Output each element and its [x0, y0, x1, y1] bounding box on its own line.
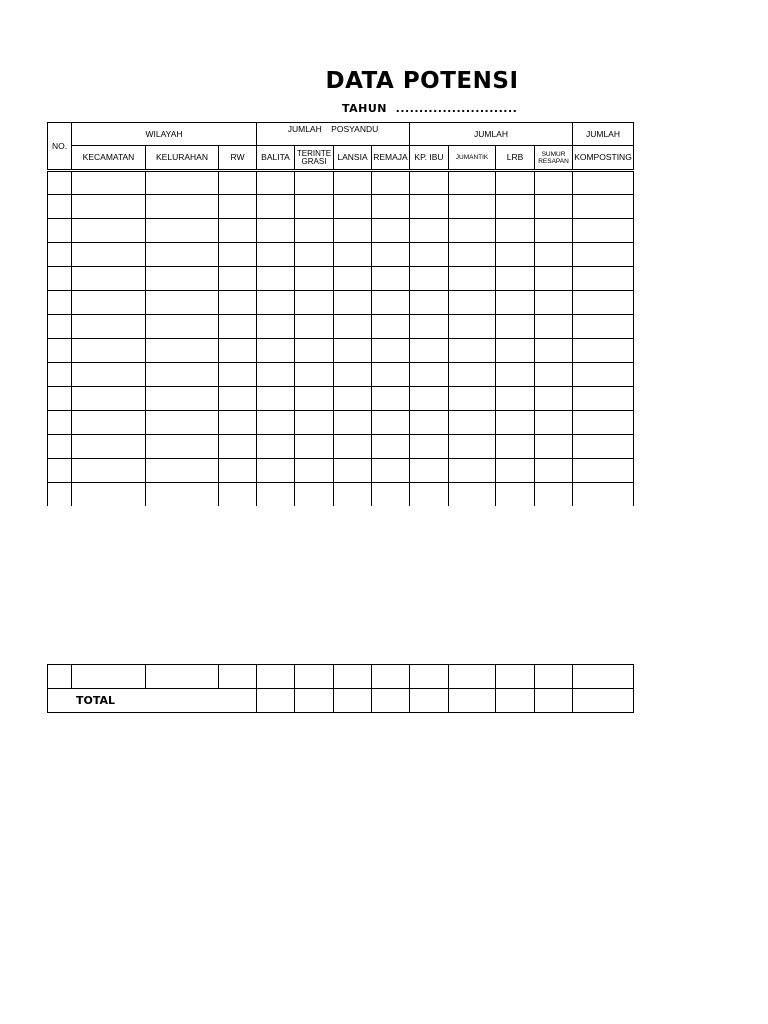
cell[interactable] — [48, 339, 72, 363]
cell[interactable] — [535, 171, 573, 195]
cell[interactable] — [48, 291, 72, 315]
cell[interactable] — [334, 243, 372, 267]
cell[interactable] — [573, 219, 634, 243]
cell[interactable] — [219, 219, 257, 243]
cell[interactable] — [146, 219, 219, 243]
cell[interactable] — [48, 243, 72, 267]
total-cell[interactable] — [410, 689, 449, 713]
cell[interactable] — [372, 483, 410, 506]
cell[interactable] — [295, 411, 334, 435]
cell[interactable] — [72, 387, 146, 411]
cell[interactable] — [257, 387, 295, 411]
cell[interactable] — [334, 665, 372, 689]
table-row — [48, 219, 634, 243]
cell[interactable] — [295, 339, 334, 363]
total-cell[interactable] — [449, 689, 496, 713]
total-cell[interactable] — [295, 689, 334, 713]
cell[interactable] — [410, 459, 449, 483]
cell[interactable] — [410, 195, 449, 219]
cell[interactable] — [219, 243, 257, 267]
cell[interactable] — [573, 195, 634, 219]
cell[interactable] — [146, 411, 219, 435]
cell[interactable] — [535, 435, 573, 459]
cell[interactable] — [295, 315, 334, 339]
cell[interactable] — [449, 665, 496, 689]
total-cell[interactable] — [573, 689, 634, 713]
total-cell[interactable] — [257, 689, 295, 713]
cell[interactable] — [496, 387, 535, 411]
table-row — [48, 339, 634, 363]
cell[interactable] — [449, 195, 496, 219]
total-cell[interactable] — [334, 689, 372, 713]
total-row — [48, 689, 634, 713]
cell[interactable] — [496, 267, 535, 291]
cell[interactable] — [573, 339, 634, 363]
cell[interactable] — [372, 219, 410, 243]
cell[interactable] — [334, 483, 372, 506]
cell[interactable] — [257, 363, 295, 387]
cell[interactable] — [496, 195, 535, 219]
cell[interactable] — [372, 665, 410, 689]
cell[interactable] — [257, 267, 295, 291]
cell[interactable] — [295, 483, 334, 506]
cell[interactable] — [48, 459, 72, 483]
col-rw: RW — [219, 146, 257, 170]
cell[interactable] — [219, 195, 257, 219]
cell[interactable] — [573, 243, 634, 267]
cell[interactable] — [48, 665, 72, 689]
cell[interactable] — [496, 411, 535, 435]
cell[interactable] — [410, 171, 449, 195]
cell[interactable] — [410, 387, 449, 411]
cell[interactable] — [146, 267, 219, 291]
col-terintegrasi — [295, 146, 334, 170]
cell[interactable] — [573, 291, 634, 315]
cell[interactable] — [449, 267, 496, 291]
cell[interactable] — [295, 363, 334, 387]
cell[interactable] — [449, 171, 496, 195]
cell[interactable] — [535, 459, 573, 483]
cell[interactable] — [496, 339, 535, 363]
cell[interactable] — [219, 411, 257, 435]
cell[interactable] — [535, 387, 573, 411]
cell[interactable] — [372, 171, 410, 195]
header-wilayah: WILAYAH — [72, 123, 257, 146]
cell[interactable] — [72, 195, 146, 219]
cell[interactable] — [257, 315, 295, 339]
table-row — [48, 195, 634, 219]
cell[interactable] — [219, 171, 257, 195]
col-kelurahan: KELURAHAN — [146, 146, 219, 170]
cell[interactable] — [535, 483, 573, 506]
cell[interactable] — [48, 387, 72, 411]
cell[interactable] — [146, 435, 219, 459]
cell[interactable] — [410, 267, 449, 291]
col-remaja: REMAJA — [372, 146, 410, 170]
header-jumlah-last: JUMLAH — [573, 123, 634, 146]
cell[interactable] — [372, 411, 410, 435]
cell[interactable] — [334, 315, 372, 339]
table-row — [48, 243, 634, 267]
cell[interactable] — [334, 171, 372, 195]
cell[interactable] — [449, 363, 496, 387]
col-lrb: LRB — [496, 146, 535, 170]
cell[interactable] — [449, 243, 496, 267]
cell[interactable] — [410, 339, 449, 363]
cell[interactable] — [295, 459, 334, 483]
data-table-footer — [47, 664, 634, 713]
cell[interactable] — [372, 267, 410, 291]
cell[interactable] — [449, 315, 496, 339]
cell[interactable] — [257, 195, 295, 219]
cell[interactable] — [449, 435, 496, 459]
cell[interactable] — [573, 459, 634, 483]
cell[interactable] — [449, 387, 496, 411]
cell[interactable] — [146, 291, 219, 315]
cell[interactable] — [535, 665, 573, 689]
cell[interactable] — [573, 267, 634, 291]
table-row — [48, 315, 634, 339]
cell[interactable] — [72, 459, 146, 483]
cell[interactable] — [219, 267, 257, 291]
col-lansia: LANSIA — [334, 146, 372, 170]
cell[interactable] — [72, 315, 146, 339]
cell[interactable] — [48, 411, 72, 435]
cell[interactable] — [449, 483, 496, 506]
cell[interactable] — [72, 435, 146, 459]
table-row — [48, 459, 634, 483]
cell[interactable] — [146, 459, 219, 483]
cell[interactable] — [219, 291, 257, 315]
cell[interactable] — [146, 243, 219, 267]
cell[interactable] — [334, 195, 372, 219]
cell[interactable] — [48, 435, 72, 459]
cell[interactable] — [573, 171, 634, 195]
cell[interactable] — [219, 665, 257, 689]
cell[interactable] — [72, 267, 146, 291]
cell[interactable] — [72, 665, 146, 689]
cell[interactable] — [410, 665, 449, 689]
cell[interactable] — [410, 243, 449, 267]
cell[interactable] — [72, 171, 146, 195]
cell[interactable] — [535, 219, 573, 243]
cell[interactable] — [449, 411, 496, 435]
table-row — [48, 171, 634, 195]
cell[interactable] — [219, 363, 257, 387]
cell[interactable] — [146, 315, 219, 339]
cell[interactable] — [295, 665, 334, 689]
cell[interactable] — [257, 459, 295, 483]
col-sumur-line2: RESAPAN — [538, 157, 569, 165]
cell[interactable] — [72, 483, 146, 506]
cell[interactable] — [535, 291, 573, 315]
cell[interactable] — [496, 171, 535, 195]
cell[interactable] — [496, 243, 535, 267]
cell[interactable] — [449, 291, 496, 315]
col-terintegrasi-line1: TERINTE — [296, 148, 332, 158]
cell[interactable] — [449, 339, 496, 363]
header-table — [47, 122, 634, 170]
cell[interactable] — [48, 171, 72, 195]
col-sumur-resapan — [535, 146, 573, 170]
cell[interactable] — [72, 363, 146, 387]
table-row — [48, 291, 634, 315]
cell[interactable] — [496, 483, 535, 506]
col-sumur-line1: SUMUR — [541, 150, 566, 158]
cell[interactable] — [48, 219, 72, 243]
page-title: DATA POTENSI — [325, 68, 519, 94]
cell[interactable] — [410, 363, 449, 387]
cell[interactable] — [410, 483, 449, 506]
cell[interactable] — [535, 339, 573, 363]
cell[interactable] — [573, 315, 634, 339]
cell[interactable] — [295, 243, 334, 267]
cell[interactable] — [573, 483, 634, 506]
cell[interactable] — [372, 387, 410, 411]
cell[interactable] — [48, 315, 72, 339]
cell[interactable] — [496, 315, 535, 339]
cell[interactable] — [449, 219, 496, 243]
cell[interactable] — [372, 459, 410, 483]
cell[interactable] — [146, 665, 219, 689]
col-komposting: KOMPOSTING — [573, 146, 634, 170]
cell[interactable] — [573, 435, 634, 459]
cell[interactable] — [295, 291, 334, 315]
cell[interactable] — [219, 315, 257, 339]
cell[interactable] — [295, 435, 334, 459]
cell[interactable] — [372, 195, 410, 219]
total-cell[interactable] — [535, 689, 573, 713]
cell[interactable] — [48, 483, 72, 506]
cell[interactable] — [334, 435, 372, 459]
cell[interactable] — [257, 665, 295, 689]
col-terintegrasi-line2: GRASI — [301, 156, 327, 166]
cell[interactable] — [573, 363, 634, 387]
header-jumlah: JUMLAH — [410, 123, 573, 146]
cell[interactable] — [535, 363, 573, 387]
cell[interactable] — [72, 291, 146, 315]
cell[interactable] — [535, 243, 573, 267]
cell[interactable] — [257, 435, 295, 459]
cell[interactable] — [257, 243, 295, 267]
cell[interactable] — [334, 219, 372, 243]
table-row — [48, 665, 634, 689]
total-label: TOTAL — [48, 689, 257, 713]
cell[interactable] — [535, 315, 573, 339]
cell[interactable] — [535, 411, 573, 435]
cell[interactable] — [573, 387, 634, 411]
header-jumlah-posyandu: JUMLAH POSYANDU — [257, 123, 410, 146]
cell[interactable] — [334, 387, 372, 411]
cell[interactable] — [372, 363, 410, 387]
cell[interactable] — [72, 339, 146, 363]
cell[interactable] — [449, 459, 496, 483]
header-no: NO. — [48, 123, 72, 170]
cell[interactable] — [295, 387, 334, 411]
cell[interactable] — [146, 339, 219, 363]
cell[interactable] — [496, 363, 535, 387]
cell[interactable] — [496, 291, 535, 315]
col-balita: BALITA — [257, 146, 295, 170]
cell[interactable] — [146, 387, 219, 411]
year-label: TAHUN .......................... — [342, 102, 518, 115]
cell[interactable] — [257, 339, 295, 363]
data-table-body — [47, 169, 634, 506]
table-row — [48, 435, 634, 459]
cell[interactable] — [372, 339, 410, 363]
cell[interactable] — [257, 483, 295, 506]
cell[interactable] — [219, 435, 257, 459]
cell[interactable] — [372, 435, 410, 459]
cell[interactable] — [573, 665, 634, 689]
cell[interactable] — [295, 219, 334, 243]
cell[interactable] — [295, 171, 334, 195]
cell[interactable] — [334, 267, 372, 291]
cell[interactable] — [48, 267, 72, 291]
cell[interactable] — [146, 195, 219, 219]
cell[interactable] — [410, 435, 449, 459]
cell[interactable] — [573, 411, 634, 435]
cell[interactable] — [410, 291, 449, 315]
cell[interactable] — [257, 411, 295, 435]
cell[interactable] — [334, 363, 372, 387]
cell[interactable] — [295, 267, 334, 291]
cell[interactable] — [257, 171, 295, 195]
cell[interactable] — [219, 387, 257, 411]
cell[interactable] — [372, 291, 410, 315]
cell[interactable] — [535, 195, 573, 219]
cell[interactable] — [72, 411, 146, 435]
cell[interactable] — [496, 219, 535, 243]
cell[interactable] — [72, 219, 146, 243]
cell[interactable] — [219, 483, 257, 506]
col-jumantik: JUMANTIK — [449, 146, 496, 170]
cell[interactable] — [146, 363, 219, 387]
cell[interactable] — [334, 291, 372, 315]
cell[interactable] — [372, 243, 410, 267]
table-row — [48, 411, 634, 435]
cell[interactable] — [496, 435, 535, 459]
cell[interactable] — [219, 339, 257, 363]
cell[interactable] — [496, 665, 535, 689]
cell[interactable] — [334, 459, 372, 483]
table-row — [48, 387, 634, 411]
table-row — [48, 267, 634, 291]
cell[interactable] — [535, 267, 573, 291]
cell[interactable] — [410, 411, 449, 435]
cell[interactable] — [72, 243, 146, 267]
table-row — [48, 363, 634, 387]
table-row — [48, 483, 634, 506]
cell[interactable] — [257, 219, 295, 243]
cell[interactable] — [295, 195, 334, 219]
col-kecamatan: KECAMATAN — [72, 146, 146, 170]
cell[interactable] — [334, 411, 372, 435]
cell[interactable] — [219, 459, 257, 483]
cell[interactable] — [48, 195, 72, 219]
cell[interactable] — [334, 339, 372, 363]
total-cell[interactable] — [496, 689, 535, 713]
cell[interactable] — [146, 171, 219, 195]
cell[interactable] — [257, 291, 295, 315]
cell[interactable] — [372, 315, 410, 339]
cell[interactable] — [410, 219, 449, 243]
col-kp-ibu: KP. IBU — [410, 146, 449, 170]
cell[interactable] — [48, 363, 72, 387]
cell[interactable] — [410, 315, 449, 339]
cell[interactable] — [496, 459, 535, 483]
cell[interactable] — [146, 483, 219, 506]
total-cell[interactable] — [372, 689, 410, 713]
